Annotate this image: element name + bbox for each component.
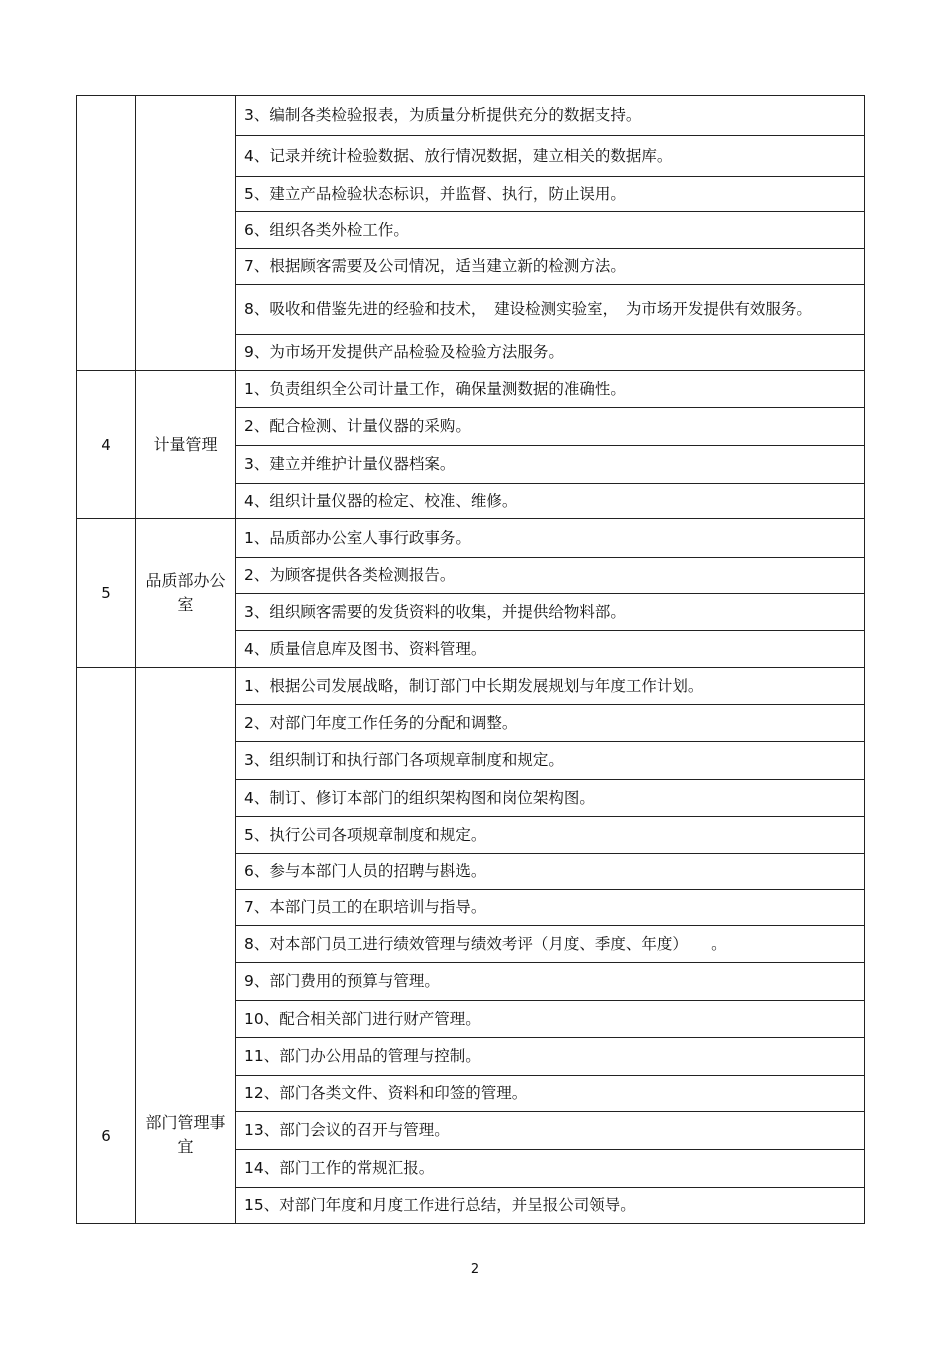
duty-item: 8、对本部门员工进行绩效管理与绩效考评（月度、季度、年度） 。 bbox=[236, 926, 865, 963]
duty-item: 1、品质部办公室人事行政事务。 bbox=[236, 519, 865, 558]
duty-item: 5、建立产品检验状态标识，并监督、执行，防止误用。 bbox=[236, 177, 865, 212]
table-row bbox=[77, 519, 865, 558]
duty-item: 4、质量信息库及图书、资料管理。 bbox=[236, 631, 865, 668]
duty-item: 13、部门会议的召开与管理。 bbox=[236, 1112, 865, 1150]
table-row bbox=[77, 371, 865, 408]
table-row bbox=[77, 668, 865, 705]
duty-item: 7、本部门员工的在职培训与指导。 bbox=[236, 890, 865, 926]
duty-item: 4、组织计量仪器的检定、校准、维修。 bbox=[236, 484, 865, 519]
section-number bbox=[77, 96, 136, 371]
duty-item: 2、对部门年度工作任务的分配和调整。 bbox=[236, 705, 865, 742]
section-category: 计量管理 bbox=[136, 371, 236, 519]
section-category: 部门管理事宜 bbox=[136, 668, 236, 1224]
duty-item: 1、根据公司发展战略，制订部门中长期发展规划与年度工作计划。 bbox=[236, 668, 865, 705]
duty-item: 3、组织制订和执行部门各项规章制度和规定。 bbox=[236, 742, 865, 780]
duty-item: 9、为市场开发提供产品检验及检验方法服务。 bbox=[236, 335, 865, 371]
section-category: 品质部办公室 bbox=[136, 519, 236, 668]
duty-item: 3、编制各类检验报表，为质量分析提供充分的数据支持。 bbox=[236, 96, 865, 136]
duty-item: 9、部门费用的预算与管理。 bbox=[236, 963, 865, 1001]
section-category bbox=[136, 96, 236, 371]
duty-item: 2、为顾客提供各类检测报告。 bbox=[236, 558, 865, 594]
section-number: 6 bbox=[77, 668, 136, 1224]
duty-item: 10、配合相关部门进行财产管理。 bbox=[236, 1001, 865, 1038]
section-number: 5 bbox=[77, 519, 136, 668]
duty-item: 5、执行公司各项规章制度和规定。 bbox=[236, 817, 865, 854]
duty-item: 8、吸收和借鉴先进的经验和技术， 建设检测实验室， 为市场开发提供有效服务。 bbox=[236, 285, 865, 335]
duty-item: 4、记录并统计检验数据、放行情况数据，建立相关的数据库。 bbox=[236, 136, 865, 177]
duty-item: 3、组织顾客需要的发货资料的收集，并提供给物料部。 bbox=[236, 594, 865, 631]
duty-item: 1、负责组织全公司计量工作，确保量测数据的准确性。 bbox=[236, 371, 865, 408]
duty-item: 2、配合检测、计量仪器的采购。 bbox=[236, 408, 865, 446]
duty-item: 15、对部门年度和月度工作进行总结，并呈报公司领导。 bbox=[236, 1188, 865, 1224]
duty-item: 6、组织各类外检工作。 bbox=[236, 212, 865, 249]
duty-item: 14、部门工作的常规汇报。 bbox=[236, 1150, 865, 1188]
duty-item: 3、建立并维护计量仪器档案。 bbox=[236, 446, 865, 484]
duty-item: 12、部门各类文件、资料和印签的管理。 bbox=[236, 1076, 865, 1112]
table-row bbox=[77, 96, 865, 136]
duty-item: 6、参与本部门人员的招聘与斟选。 bbox=[236, 854, 865, 890]
section-number: 4 bbox=[77, 371, 136, 519]
duty-item: 4、制订、修订本部门的组织架构图和岗位架构图。 bbox=[236, 780, 865, 817]
duty-item: 11、部门办公用品的管理与控制。 bbox=[236, 1038, 865, 1076]
page-number: 2 bbox=[470, 1262, 480, 1277]
duty-table bbox=[76, 95, 865, 1224]
duty-item: 7、根据顾客需要及公司情况，适当建立新的检测方法。 bbox=[236, 249, 865, 285]
